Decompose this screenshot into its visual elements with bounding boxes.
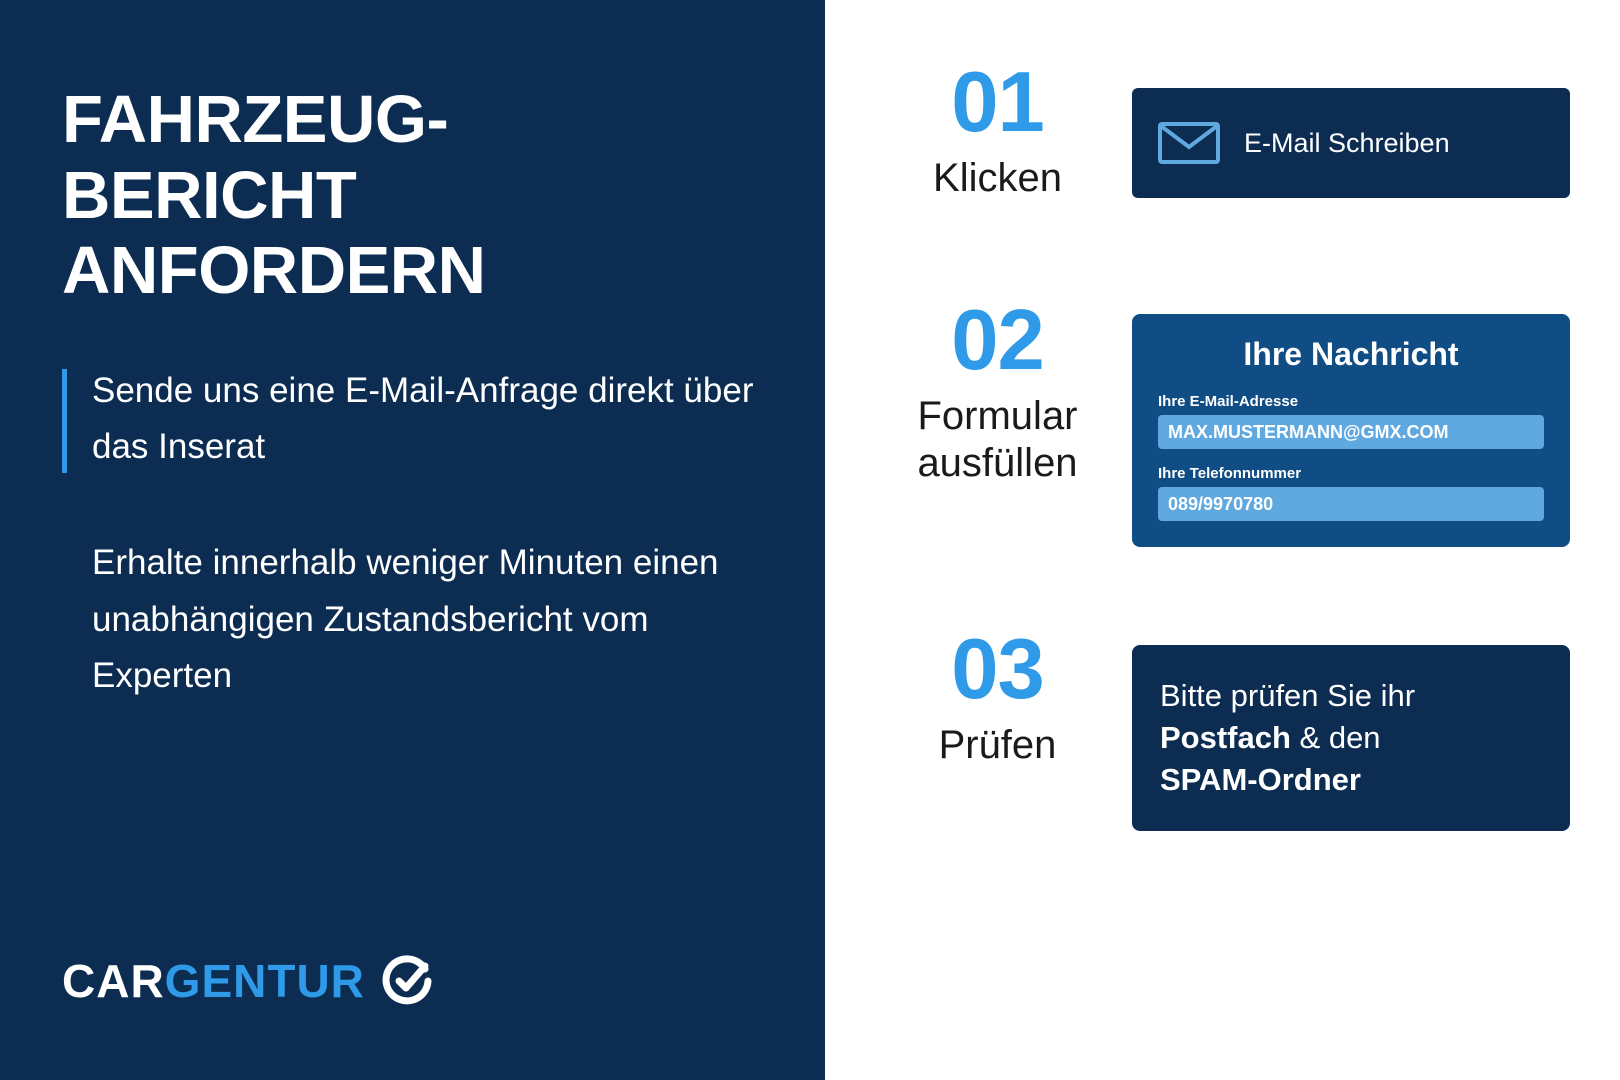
step-01-word: Klicken <box>933 156 1062 200</box>
quote-text: Sende uns eine E-Mail-Anfrage direkt über das Inserat <box>92 371 754 467</box>
step-02 <box>885 293 1570 547</box>
step-01 <box>885 55 1570 202</box>
email-write-button[interactable] <box>1132 88 1570 198</box>
spacer-1 <box>885 202 1570 298</box>
step-01-number: 01 <box>951 55 1044 150</box>
email-write-button-label: E-Mail Schreiben <box>1244 127 1450 158</box>
email-field[interactable]: MAX.MUSTERMANN@GMX.COM <box>1158 415 1544 449</box>
step-02-word: Formular ausfüllen <box>917 394 1078 486</box>
check-postfach-bold: Postfach <box>1160 720 1291 756</box>
quote-block <box>62 363 765 475</box>
check-line-2-rest: & den <box>1290 720 1381 756</box>
page-title <box>62 82 765 309</box>
right-panel <box>825 0 1620 1080</box>
step-03-number: 03 <box>951 622 1044 718</box>
accent-bar <box>62 369 67 473</box>
headline-line-1: FAHRZEUG- <box>62 82 449 157</box>
check-line-2 <box>1160 717 1542 759</box>
headline-line-2: BERICHT <box>62 157 357 233</box>
phone-field[interactable]: 089/9970780 <box>1158 487 1544 521</box>
check-spam-bold: SPAM-Ordner <box>1160 761 1361 797</box>
envelope-icon <box>1158 122 1220 164</box>
headline-line-3: ANFORDERN <box>62 233 486 309</box>
step-02-label <box>885 293 1110 487</box>
logo-text-gentur: GENTUR <box>164 955 365 1007</box>
check-line-1: Bitte prüfen Sie ihr <box>1160 678 1416 714</box>
step-03-label <box>885 622 1110 769</box>
step-01-label <box>885 55 1110 202</box>
check-line-3 <box>1160 759 1542 801</box>
c-check-icon <box>381 955 433 1007</box>
step-02-visual <box>1110 298 1570 547</box>
step-03-word: Prüfen <box>938 723 1057 768</box>
check-inbox-card <box>1132 645 1570 831</box>
step-01-visual <box>1110 60 1570 198</box>
message-form-title: Ihre Nachricht <box>1243 336 1459 373</box>
spacer-2 <box>885 547 1570 627</box>
message-form-card <box>1132 314 1570 547</box>
step-02-number: 02 <box>951 293 1044 389</box>
email-field-label: Ihre E-Mail-Adresse <box>1158 393 1299 411</box>
logo-text-car: CAR <box>62 955 165 1007</box>
step-03-visual <box>1110 627 1570 831</box>
step-03 <box>885 622 1570 831</box>
body-text: Erhalte innerhalb weniger Minuten einen unabhängigen Zustandsbericht vom Experten <box>92 543 719 696</box>
logo-wordmark <box>62 954 365 1008</box>
phone-field-label: Ihre Telefonnummer <box>1158 465 1302 483</box>
logo <box>62 954 433 1008</box>
